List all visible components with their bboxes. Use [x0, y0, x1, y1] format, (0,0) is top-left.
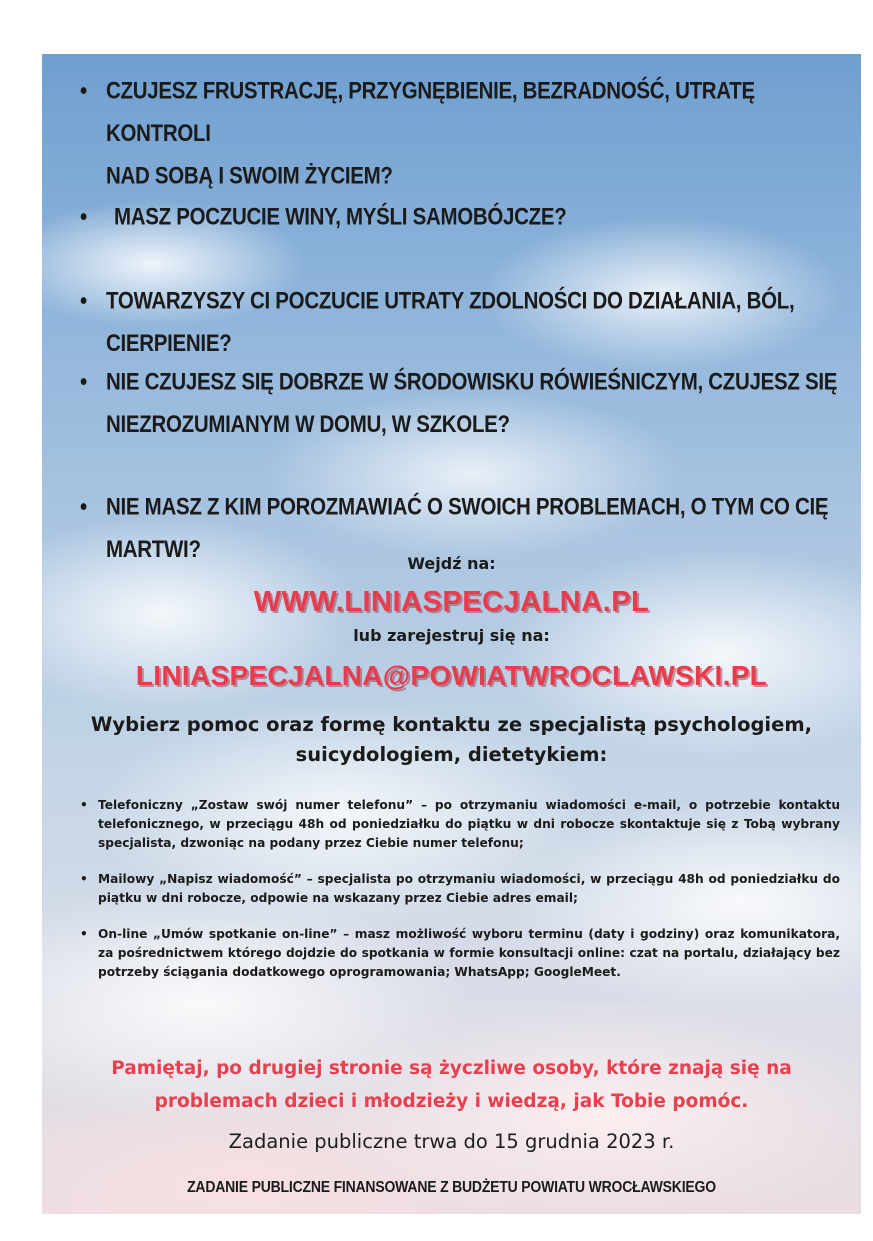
contact-option-online [80, 925, 840, 982]
question-line: TOWARZYSZY CI POCZUCIE UTRATY ZDOLNOŚCI DO DZIAŁANIA, BÓL, CIERPIENIE? [106, 287, 795, 357]
website-link[interactable]: WWW.LINIASPECJALNA.PL [253, 586, 650, 618]
bullet-icon: • [80, 287, 87, 315]
bullet-icon: • [80, 77, 87, 105]
question-line: NAD SOBĄ I SWOIM ŻYCIEM? [106, 162, 393, 190]
register-label: lub zarejestruj się na: [353, 626, 550, 645]
bullet-icon: • [80, 203, 87, 231]
question-item [80, 70, 840, 197]
question-line: NIE MASZ Z KIM POROZMAWIAĆ O SWOICH PROBLEMACH, O TYM CO CIĘ MARTWI? [106, 493, 829, 563]
poster [42, 54, 861, 1214]
contact-options-list [80, 796, 840, 999]
choose-help-heading: Wybierz pomoc oraz formę kontaktu ze specjalistą psychologiem, suicydologiem, dietetykiem: [90, 713, 813, 766]
enter-label: Wejdź na: [407, 554, 496, 573]
question-item [80, 361, 840, 446]
bullet-icon: • [80, 368, 87, 396]
contact-option-mail [80, 870, 840, 908]
bullet-icon: • [80, 927, 88, 941]
question-item [80, 280, 840, 365]
bullet-icon: • [80, 872, 88, 886]
question-item [80, 196, 840, 238]
contact-option-text: Telefoniczny „Zostaw swój numer telefonu” – po otrzymaniu wiadomości e-mail, o potrzebie kontaktu telefonicznego, w przeciągu 48h od poniedziałku do piątku w dni robocze skontaktuje się z Tobą wybrany specjalista, dzwoniąc na podany przez Ciebie numer telefonu; [98, 798, 840, 850]
reminder-text: Pamiętaj, po drugiej stronie są życzliwe osoby, które znają się na problemach dzieci i młodzieży i wiedzą, jak Tobie pomóc. [111, 1058, 792, 1112]
email-link[interactable]: LINIASPECJALNA@POWIATWROCLAWSKI.PL [135, 660, 768, 691]
bullet-icon: • [80, 493, 87, 521]
question-line: NIEZROZUMIANYM W DOMU, W SZKOLE? [106, 410, 510, 438]
question-line: CZUJESZ FRUSTRACJĘ, PRZYGNĘBIENIE, BEZRADNOŚĆ, UTRATĘ KONTROLI [106, 77, 755, 147]
question-line: NIE CZUJESZ SIĘ DOBRZE W ŚRODOWISKU RÓWIEŚNICZYM, CZUJESZ SIĘ [106, 368, 838, 396]
contact-option-text: On-line „Umów spotkanie on-line” – masz możliwość wyboru terminu (daty i godziny) oraz komunikatora, za pośrednictwem którego dojdzie do spotkania w formie konsultacji online: czat na portalu, działający bez potrzeby ściągania dodatkowego oprogramowania; WhatsApp; GoogleMeet. [98, 927, 840, 979]
question-line: MASZ POCZUCIE WINY, MYŚLI SAMOBÓJCZE? [114, 203, 567, 231]
contact-option-phone [80, 796, 840, 853]
bullet-icon: • [80, 798, 88, 812]
funding-note: ZADANIE PUBLICZNE FINANSOWANE Z BUDŻETU POWIATU WROCŁAWSKIEGO [187, 1176, 716, 1196]
task-duration: Zadanie publiczne trwa do 15 grudnia 2023 r. [228, 1130, 675, 1153]
contact-option-text: Mailowy „Napisz wiadomość” – specjalista po otrzymaniu wiadomości, w przeciągu 48h od poniedziałku do piątku w dni robocze, odpowie na wskazany przez Ciebie adres email; [98, 872, 840, 905]
